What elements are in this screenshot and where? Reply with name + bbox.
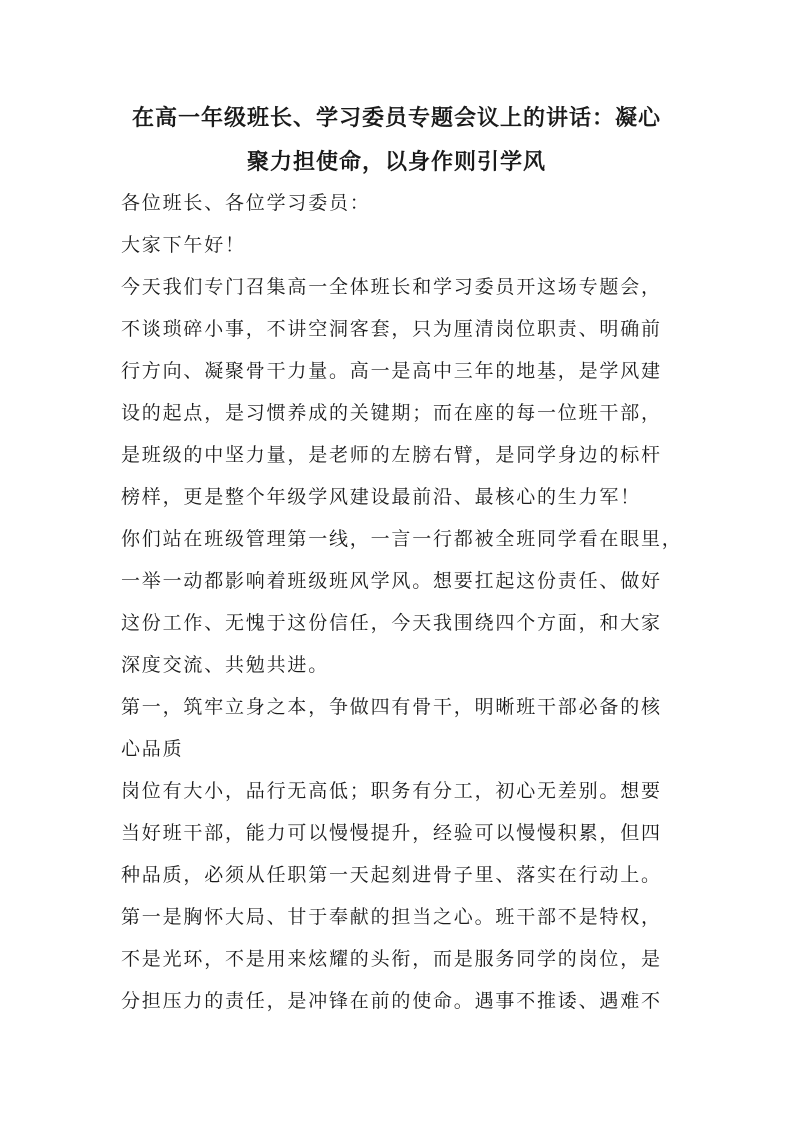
body-text-line: 一举一动都影响着班级班风学风。想要扛起这份责任、做好 — [121, 570, 662, 592]
body-text-line: 不谈琐碎小事，不讲空洞客套，只为厘清岗位职责、明确前 — [121, 318, 662, 340]
body-text-line: 不是光环，不是用来炫耀的头衔，而是服务同学的岗位，是 — [121, 948, 662, 970]
body-text-line: 设的起点，是习惯养成的关键期；而在座的每一位班干部， — [121, 402, 662, 424]
salutation-line: 各位班长、各位学习委员： — [121, 192, 371, 214]
body-text-line: 分担压力的责任，是冲锋在前的使命。遇事不推诿、遇难不 — [121, 990, 662, 1012]
body-text-line: 这份工作、无愧于这份信任，今天我围绕四个方面，和大家 — [121, 612, 662, 634]
body-text-line: 今天我们专门召集高一全体班长和学习委员开这场专题会， — [121, 276, 662, 298]
body-text-line: 第一是胸怀大局、甘于奉献的担当之心。班干部不是特权， — [121, 906, 662, 928]
body-text-line: 岗位有大小，品行无高低；职务有分工，初心无差别。想要 — [121, 780, 662, 802]
body-text-line: 你们站在班级管理第一线，一言一行都被全班同学看在眼里， — [121, 528, 683, 550]
section-heading-line: 第一，筑牢立身之本，争做四有骨干，明晰班干部必备的核 — [121, 696, 662, 718]
body-text-line: 行方向、凝聚骨干力量。高一是高中三年的地基，是学风建 — [121, 360, 662, 382]
body-text-line: 深度交流、共勉共进。 — [121, 654, 330, 676]
section-heading-line: 心品质 — [121, 738, 184, 760]
document-title-line-1: 在高一年级班长、学习委员专题会议上的讲话：凝心 — [131, 105, 661, 131]
body-text-line: 种品质，必须从任职第一天起刻进骨子里、落实在行动上。 — [121, 864, 662, 886]
document-title-line-2: 聚力担使命，以身作则引学风 — [246, 149, 546, 175]
body-text-line: 是班级的中坚力量，是老师的左膀右臂，是同学身边的标杆 — [121, 444, 662, 466]
body-text-line: 当好班干部，能力可以慢慢提升，经验可以慢慢积累，但四 — [121, 822, 662, 844]
greeting-line: 大家下午好！ — [121, 234, 246, 256]
body-text-line: 榜样，更是整个年级学风建设最前沿、最核心的生力军！ — [121, 486, 642, 508]
